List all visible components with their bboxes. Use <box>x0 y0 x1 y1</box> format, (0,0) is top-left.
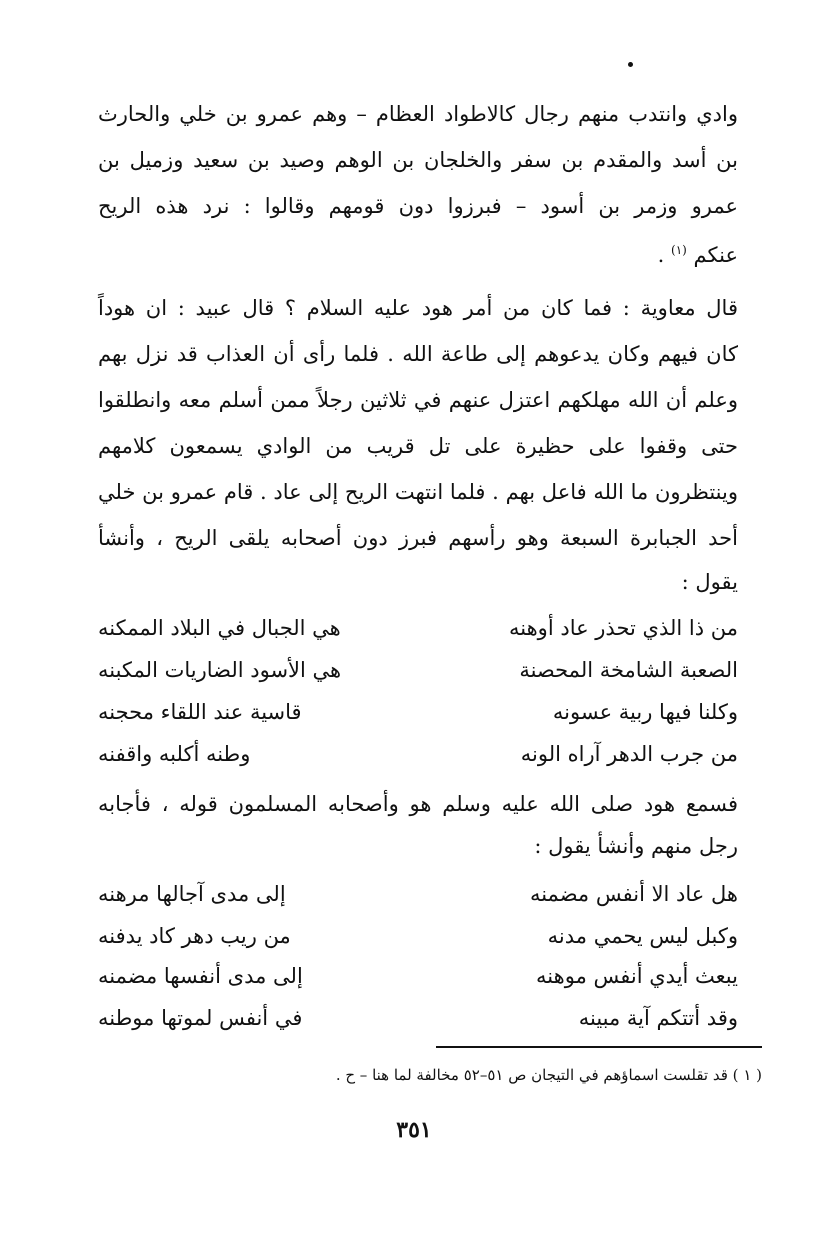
verse-hemistich: من ذا الذي تحذر عاد أوهنه <box>509 616 738 640</box>
verse-hemistich: إلى مدى آجالها مرهنه <box>98 882 286 906</box>
poem-verse <box>98 656 738 684</box>
text-line: بن أسد والمقدم بن سفر والخلجان بن الوهم وصيد بن سعيد وزميل بن <box>98 148 738 172</box>
text-line: وعلم أن الله مهلكهم اعتزل عنهم في ثلاثين رجلاً ممن أسلم معه وانطلقوا <box>98 388 738 412</box>
text-line: رجل منهم وأنشأ يقول : <box>534 834 738 858</box>
verse-hemistich: هل عاد الا أنفس مضمنه <box>529 882 738 906</box>
verse-hemistich: الصعبة الشامخة المحصنة <box>519 658 738 682</box>
text-line: حتى وقفوا على حظيرة على تل قريب من الوادي يسمعون كلامهم <box>98 434 738 458</box>
verse-hemistich: هي الأسود الضاريات المكبنه <box>98 658 342 682</box>
text-line: كان فيهم وكان يدعوهم إلى طاعة الله . فلما رأى أن العذاب قد نزل بهم <box>98 342 738 366</box>
footnote: ( ١ ) قد تقلست اسماؤهم في التيجان ص ٥١–٥٢ مخالفة لما هنا – ح . <box>335 1066 762 1084</box>
poem-verse <box>98 698 738 726</box>
poem-verse <box>98 922 738 950</box>
text-line: أحد الجبابرة السبعة وهو رأسهم فبرز دون أصحابه يلقى الريح ، وأنشأ <box>98 526 738 550</box>
ornament-dot <box>628 62 633 67</box>
text-line-with-note <box>98 236 738 269</box>
page-number: ٣٥١ <box>396 1117 432 1143</box>
text-line: عمرو وزمر بن أسود – فبرزوا دون قومهم وقالوا : نرد هذه الريح <box>98 194 738 218</box>
verse-hemistich: وكبل ليس يحمي مدنه <box>547 924 738 948</box>
text-line: يقول : <box>681 570 738 594</box>
poem-verse <box>98 962 738 990</box>
text-line: فسمع هود صلى الله عليه وسلم هو وأصحابه المسلمون قوله ، فأجابه <box>98 792 738 816</box>
verse-hemistich: في أنفس لموتها موطنه <box>98 1006 303 1030</box>
verse-hemistich: من جرب الدهر آراه الونه <box>520 742 738 766</box>
poem-verse <box>98 1004 738 1032</box>
text-line: وينتظرون ما الله فاعل بهم . فلما انتهت الريح إلى عاد . قام عمرو بن خلي <box>98 480 738 504</box>
verse-hemistich: قاسية عند اللقاء محجنه <box>98 700 302 724</box>
verse-hemistich: وطنه أكلبه واقفنه <box>98 742 251 766</box>
footnote-marker: (١) <box>671 243 687 257</box>
poem-verse <box>98 740 738 768</box>
poem-verse <box>98 614 738 642</box>
verse-hemistich: يبعث أيدي أنفس موهنه <box>536 964 738 988</box>
verse-hemistich: هي الجبال في البلاد الممكنه <box>98 616 341 640</box>
period: . <box>657 243 665 267</box>
poem-verse <box>98 880 738 908</box>
text-line: وادي وانتدب منهم رجال كالاطواد العظام – وهم عمرو بن خلي والحارث <box>98 102 738 126</box>
verse-hemistich: وكلنا فيها ربية عسونه <box>552 700 738 724</box>
text-fragment: عنكم <box>693 243 738 267</box>
verse-hemistich: إلى مدى أنفسها مضمنه <box>98 964 303 988</box>
verse-hemistich: من ريب دهر كاد يدفنه <box>98 924 291 948</box>
verse-hemistich: وقد أتتكم آية مبينه <box>578 1006 738 1030</box>
text-line: قال معاوية : فما كان من أمر هود عليه السلام ؟ قال عبيد : ان هوداً <box>98 296 738 320</box>
footnote-rule <box>436 1046 762 1048</box>
